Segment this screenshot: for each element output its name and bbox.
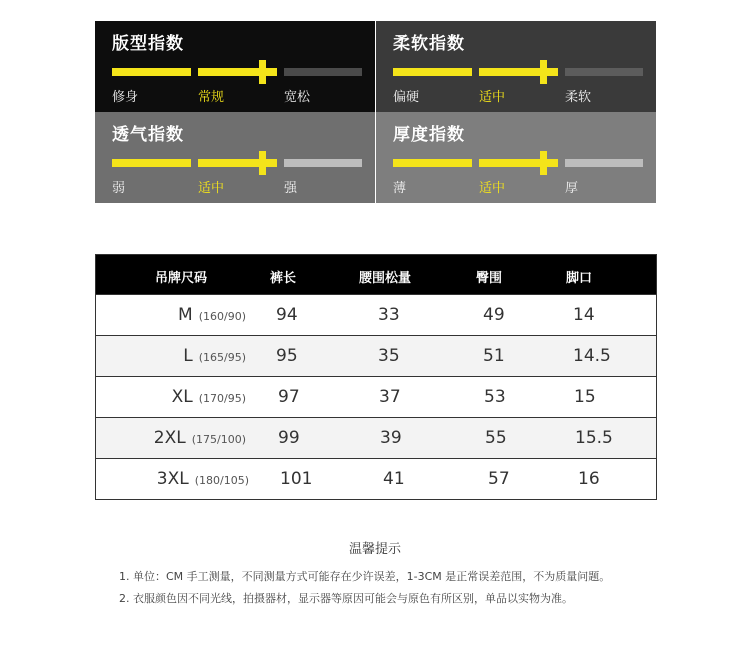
thickness-scale-segment-1 bbox=[393, 159, 472, 167]
breathability-index-panel bbox=[95, 112, 375, 203]
thickness-index-title: 厚度指数 bbox=[393, 125, 465, 145]
leg-opening-value: 14 bbox=[573, 305, 595, 325]
softness-scale-segment-1 bbox=[393, 68, 472, 76]
size-label: M bbox=[178, 305, 193, 325]
leg-opening-value: 15.5 bbox=[575, 428, 613, 448]
size-spec: (175/100) bbox=[191, 433, 246, 446]
size-spec: (165/95) bbox=[198, 351, 246, 364]
fit-scale-segment-1 bbox=[112, 68, 191, 76]
pants-length-value: 97 bbox=[278, 387, 300, 407]
pants-length-value: 99 bbox=[278, 428, 300, 448]
thickness-scale-segment-3 bbox=[565, 159, 643, 167]
fabric-index-panels bbox=[95, 21, 657, 203]
waist-value: 37 bbox=[379, 387, 401, 407]
size-cell bbox=[183, 346, 246, 366]
hip-value: 55 bbox=[485, 428, 507, 448]
table-row bbox=[96, 458, 656, 499]
header-leg-opening: 脚口 bbox=[566, 271, 593, 286]
table-row bbox=[96, 376, 656, 417]
thickness-label-mid: 适中 bbox=[479, 181, 506, 196]
fit-index-panel bbox=[95, 21, 375, 112]
breathability-label-high: 强 bbox=[284, 181, 298, 196]
fit-label-high: 宽松 bbox=[284, 90, 311, 105]
breathability-scale-segment-3 bbox=[284, 159, 362, 167]
softness-scale-marker bbox=[540, 60, 547, 84]
fit-scale-marker bbox=[259, 60, 266, 84]
leg-opening-value: 14.5 bbox=[573, 346, 611, 366]
waist-value: 41 bbox=[383, 469, 405, 489]
thickness-label-low: 薄 bbox=[393, 181, 407, 196]
size-table bbox=[95, 254, 657, 500]
waist-value: 33 bbox=[378, 305, 400, 325]
softness-index-title: 柔软指数 bbox=[393, 34, 465, 54]
tip-item: 1. 单位：CM 手工测量，不同测量方式可能存在少许误差，1-3CM 是正常误差范围，不为质量问题。 bbox=[119, 570, 611, 583]
softness-index-panel bbox=[376, 21, 656, 112]
size-cell bbox=[178, 305, 246, 325]
table-header bbox=[96, 255, 656, 294]
header-pants-length: 裤长 bbox=[270, 271, 297, 286]
size-label: XL bbox=[171, 387, 193, 407]
fit-label-low: 修身 bbox=[112, 90, 139, 105]
thickness-index-panel bbox=[376, 112, 656, 203]
waist-value: 35 bbox=[378, 346, 400, 366]
softness-label-mid: 适中 bbox=[479, 90, 506, 105]
size-label: 2XL bbox=[153, 428, 186, 448]
header-tag-size: 吊牌尺码 bbox=[155, 271, 208, 286]
header-waist: 腰围松量 bbox=[359, 271, 412, 286]
waist-value: 39 bbox=[380, 428, 402, 448]
hip-value: 51 bbox=[483, 346, 505, 366]
breathability-scale-segment-1 bbox=[112, 159, 191, 167]
size-cell bbox=[154, 428, 246, 448]
fit-scale-segment-3 bbox=[284, 68, 362, 76]
tip-item: 2. 衣服颜色因不同光线，拍摄器材，显示器等原因可能会与原色有所区别，单品以实物为准。 bbox=[119, 592, 573, 605]
leg-opening-value: 15 bbox=[574, 387, 596, 407]
pants-length-value: 101 bbox=[280, 469, 313, 489]
size-spec: (180/105) bbox=[194, 474, 249, 487]
size-spec: (160/90) bbox=[198, 310, 246, 323]
hip-value: 49 bbox=[483, 305, 505, 325]
size-label: L bbox=[183, 346, 193, 366]
softness-scale-segment-3 bbox=[565, 68, 643, 76]
fit-index-title: 版型指数 bbox=[112, 34, 184, 54]
table-row bbox=[96, 335, 656, 376]
size-cell bbox=[172, 387, 246, 407]
hip-value: 57 bbox=[488, 469, 510, 489]
softness-label-low: 偏硬 bbox=[393, 90, 420, 105]
hip-value: 53 bbox=[484, 387, 506, 407]
size-label: 3XL bbox=[156, 469, 189, 489]
softness-label-high: 柔软 bbox=[565, 90, 592, 105]
leg-opening-value: 16 bbox=[578, 469, 600, 489]
thickness-scale-marker bbox=[540, 151, 547, 175]
table-row bbox=[96, 294, 656, 335]
pants-length-value: 95 bbox=[276, 346, 298, 366]
tips-title: 温馨提示 bbox=[348, 542, 401, 557]
thickness-label-high: 厚 bbox=[565, 181, 579, 196]
breathability-scale-marker bbox=[259, 151, 266, 175]
header-hip: 臀围 bbox=[476, 271, 503, 286]
size-spec: (170/95) bbox=[198, 392, 246, 405]
breathability-index-title: 透气指数 bbox=[112, 125, 184, 145]
fit-label-mid: 常规 bbox=[198, 90, 225, 105]
size-cell bbox=[157, 469, 249, 489]
breathability-label-low: 弱 bbox=[112, 181, 126, 196]
breathability-label-mid: 适中 bbox=[198, 181, 225, 196]
pants-length-value: 94 bbox=[276, 305, 298, 325]
table-row bbox=[96, 417, 656, 458]
